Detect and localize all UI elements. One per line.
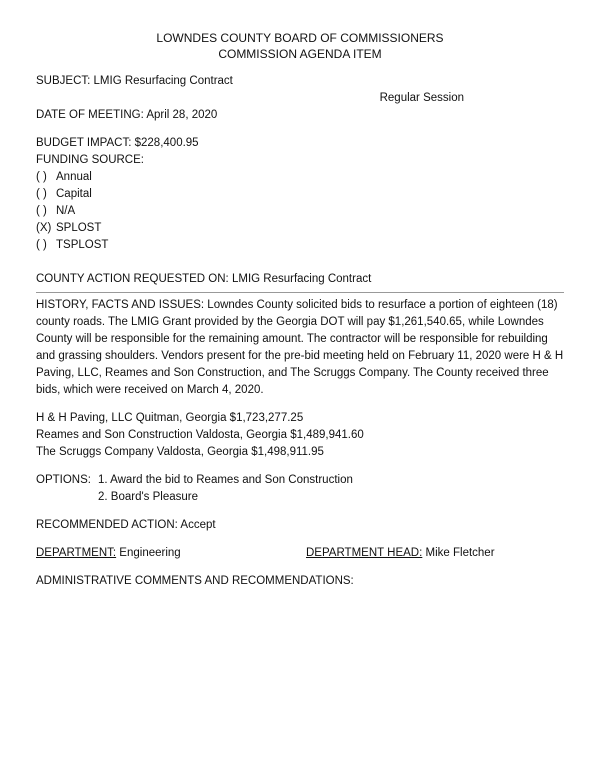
bid-line-scruggs: The Scruggs Company Valdosta, Georgia $1,498,911.95 [36,446,324,458]
funding-option-label: Annual [56,171,92,183]
subject-row [36,73,564,90]
checkbox-capital: ( ) [36,188,47,200]
county-action-label: COUNTY ACTION REQUESTED ON: [36,273,229,285]
budget-impact-value: $228,400.95 [134,137,199,149]
funding-option-annual [36,169,564,186]
county-action-row [36,271,564,293]
bid-line-reames: Reames and Son Construction Valdosta, Georgia $1,489,941.60 [36,429,364,441]
funding-option-tsplost [36,237,564,254]
options-label: OPTIONS: [36,474,91,486]
history-label: HISTORY, FACTS AND ISSUES: [36,299,205,311]
subject-label: SUBJECT: [36,75,91,87]
session-label: Regular Session [379,92,464,104]
options-section [36,472,564,506]
bid-line-hh-paving: H & H Paving, LLC Quitman, Georgia $1,723,277.25 [36,412,304,424]
department-value: Engineering [119,547,181,559]
meeting-date-row [36,107,564,124]
history-text: Lowndes County solicited bids to resurface a portion of eighteen (18) county roads. The LMIG Grant provided by the Georgia DOT will pay $1,261,540.65, while Lowndes County will be responsible for the remaining amount. The contractor will be responsible for rebuilding and grassing shoulders. Vendors present for the pre-bid meeting held on February 11, 2020 were H & H Paving, LLC, Reames and Son Construction, and The Scruggs Company. The County received three bids, which were received on March 4, 2020. [36,299,564,396]
checkbox-annual: ( ) [36,171,47,183]
funding-option-label: SPLOST [56,222,102,234]
document-title-line2: COMMISSION AGENDA ITEM [218,47,382,61]
document-title-line1: LOWNDES COUNTY BOARD OF COMMISSIONERS [156,31,444,45]
funding-option-label: N/A [56,205,76,217]
subject-value: LMIG Resurfacing Contract [93,75,233,87]
funding-option-label: Capital [56,188,92,200]
recommended-action-value: Accept [180,519,216,531]
option-item-2: 2. Board's Pleasure [98,491,199,503]
funding-option-splost [36,220,564,237]
checkbox-tsplost: ( ) [36,239,47,251]
recommended-action-label: RECOMMENDED ACTION: [36,519,178,531]
session-row [36,90,564,107]
meeting-date-value: April 28, 2020 [146,109,218,121]
checkbox-splost-checked: (X) [36,222,52,234]
funding-option-label: TSPLOST [56,239,109,251]
department-label: DEPARTMENT: [36,547,117,559]
recommended-action-row [36,517,564,534]
budget-impact-label: BUDGET IMPACT: [36,137,132,149]
funding-source-heading: FUNDING SOURCE: [36,154,144,166]
history-section [36,297,564,399]
meeting-date-label: DATE OF MEETING: [36,109,144,121]
admin-comments-heading: ADMINISTRATIVE COMMENTS AND RECOMMENDATIONS: [36,575,354,587]
option-item-1: 1. Award the bid to Reames and Son Construction [98,474,353,486]
county-action-value: LMIG Resurfacing Contract [231,273,372,285]
funding-option-capital [36,186,564,203]
budget-impact-row [36,135,564,152]
checkbox-na: ( ) [36,205,47,217]
department-row [36,545,564,562]
department-head-label: DEPARTMENT HEAD: [306,547,423,559]
department-head-value: Mike Fletcher [425,547,495,559]
funding-option-na [36,203,564,220]
